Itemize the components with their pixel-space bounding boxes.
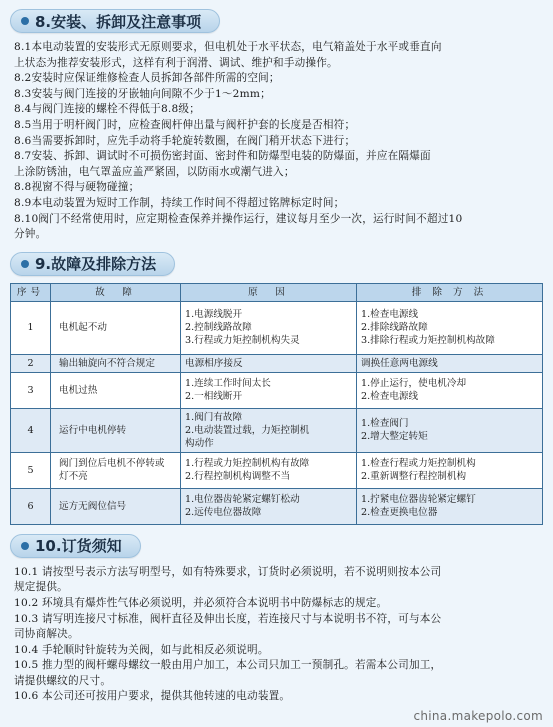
fix-line: 2.排除线路故障 bbox=[361, 322, 428, 334]
fault-line: 运行中电机停转 bbox=[59, 424, 127, 436]
cell-fault bbox=[51, 301, 181, 354]
fault-line: 阀门到位后电机不停转或 bbox=[59, 458, 165, 470]
text-line: 10.5 推力型的阀杆螺母螺纹一般由用户加工，本公司只加工一预制孔。若需本公司加工， bbox=[14, 659, 442, 672]
row-number: 1 bbox=[11, 301, 51, 354]
fault-table bbox=[10, 283, 543, 525]
table-row bbox=[11, 488, 543, 524]
row-number: 3 bbox=[11, 372, 51, 408]
section-10-title: 10.订货须知 bbox=[35, 537, 122, 556]
text-line: 上涂防锈油，电气罩盖应盖严紧固，以防雨水或潮气进入； bbox=[14, 165, 295, 178]
section-9-header bbox=[10, 249, 543, 279]
header-fault: 故 障 bbox=[51, 283, 181, 301]
cell-fault bbox=[51, 452, 181, 488]
cause-line: 2.行程控制机构调整不当 bbox=[185, 471, 291, 483]
section-9-title: 9.故障及排除方法 bbox=[35, 255, 157, 274]
table-row bbox=[11, 452, 543, 488]
cell-fix bbox=[357, 488, 543, 524]
cell-fault bbox=[51, 372, 181, 408]
fault-line: 电机起不动 bbox=[59, 322, 107, 334]
fix-line: 2.检查更换电位器 bbox=[361, 507, 438, 519]
header-cause: 原 因 bbox=[181, 283, 357, 301]
fault-line: 电机过热 bbox=[59, 384, 98, 396]
cause-line: 1.连续工作时间太长 bbox=[185, 378, 271, 390]
cause-line: 2.远传电位器故障 bbox=[185, 507, 262, 519]
fix-line: 1.停止运行，使电机冷却 bbox=[361, 378, 467, 390]
fault-table-header-row bbox=[11, 283, 543, 301]
fix-line: 1.检查电源线 bbox=[361, 309, 419, 321]
section-8-title-pill bbox=[10, 9, 220, 33]
fix-line: 3.排除行程或力矩控制机构故障 bbox=[361, 335, 495, 347]
cell-fix bbox=[357, 301, 543, 354]
table-row bbox=[11, 354, 543, 372]
text-line: 8.8视窗不得与硬物碰撞； bbox=[14, 181, 140, 194]
text-line: 10.2 环境具有爆炸性气体必须说明，并必须符合本说明书中防爆标志的规定。 bbox=[14, 596, 388, 609]
cell-fix bbox=[357, 452, 543, 488]
cause-line: 1.行程或力矩控制机构有故障 bbox=[185, 458, 310, 470]
cell-cause bbox=[181, 408, 357, 452]
header-fix: 排 除 方 法 bbox=[357, 283, 543, 301]
cause-line: 1.电位器齿轮紧定螺钉松动 bbox=[185, 494, 300, 506]
fix-line: 2.检查电源线 bbox=[361, 391, 419, 403]
cell-cause bbox=[181, 354, 357, 372]
cell-cause bbox=[181, 488, 357, 524]
text-line: 10.3 请写明连接尺寸标准，阀杆直径及伸出长度，若连接尺寸与本说明书不符，可与本公 bbox=[14, 612, 442, 625]
fault-line: 远方无阀位信号 bbox=[59, 500, 127, 512]
text-line: 8.3安装与阀门连接的牙嵌轴向间隙不少于1～2mm； bbox=[14, 87, 271, 100]
fault-table-body bbox=[11, 301, 543, 524]
cell-fault bbox=[51, 488, 181, 524]
row-number: 2 bbox=[11, 354, 51, 372]
section-8-header bbox=[10, 6, 543, 36]
cell-cause bbox=[181, 452, 357, 488]
fix-line: 2.重新调整行程控制机构 bbox=[361, 471, 467, 483]
text-line: 8.10阀门不经常使用时，应定期检查保养并操作运行，建议每月至少一次，运行时间不超过10 bbox=[14, 212, 463, 225]
fix-line: 2.增大整定转矩 bbox=[361, 431, 428, 443]
cell-cause bbox=[181, 301, 357, 354]
bullet-icon bbox=[21, 542, 29, 550]
section-10-body bbox=[10, 565, 543, 705]
fault-table-wrap bbox=[10, 283, 543, 525]
table-row bbox=[11, 301, 543, 354]
section-8-title: 8.安装、拆卸及注意事项 bbox=[35, 12, 202, 31]
text-line: 8.9本电动装置为短时工作制，持续工作时间不得超过铭牌标定时间； bbox=[14, 196, 345, 209]
fix-line: 1.检查阀门 bbox=[361, 418, 409, 430]
cause-line: 2.一相线断开 bbox=[185, 391, 243, 403]
bullet-icon bbox=[21, 260, 29, 268]
cause-line: 2.电动装置过载，力矩控制机 bbox=[185, 424, 310, 436]
cause-line: 3.行程或力矩控制机构失灵 bbox=[185, 335, 300, 347]
cell-fix bbox=[357, 354, 543, 372]
section-10-header bbox=[10, 531, 543, 561]
row-number: 5 bbox=[11, 452, 51, 488]
table-row bbox=[11, 408, 543, 452]
section-8-body bbox=[10, 40, 543, 243]
text-line: 8.4与阀门连接的螺栓不得低于8.8级； bbox=[14, 103, 201, 116]
cell-fix bbox=[357, 372, 543, 408]
text-line: 上状态为推荐安装形式，这样有利于润滑、调试、维护和手动操作。 bbox=[14, 56, 338, 69]
cause-line: 电源相序接反 bbox=[185, 357, 243, 369]
cell-fault bbox=[51, 408, 181, 452]
cell-fix bbox=[357, 408, 543, 452]
cause-line: 构动作 bbox=[185, 437, 214, 449]
cause-line: 2.控制线路故障 bbox=[185, 322, 252, 334]
text-line: 分钟。 bbox=[14, 228, 47, 241]
cause-line: 1.电源线脱开 bbox=[185, 309, 243, 321]
section-10-title-pill bbox=[10, 534, 141, 558]
fix-line: 调换任意两电源线 bbox=[361, 357, 438, 369]
cell-fault bbox=[51, 354, 181, 372]
text-line: 8.6当需要拆卸时，应先手动将手轮旋转数圈，在阀门稍开状态下进行； bbox=[14, 134, 356, 147]
cause-line: 1.阀门有故障 bbox=[185, 411, 243, 423]
fault-line: 灯不亮 bbox=[59, 471, 88, 483]
row-number: 6 bbox=[11, 488, 51, 524]
row-number: 4 bbox=[11, 408, 51, 452]
text-line: 10.1 请按型号表示方法写明型号，如有特殊要求，订货时必须说明，若不说明则按本公司 bbox=[14, 565, 442, 578]
text-line: 8.2安装时应保证维修检查人员拆卸各部件所需的空间； bbox=[14, 72, 280, 85]
table-row bbox=[11, 372, 543, 408]
text-line: 司协商解决。 bbox=[14, 628, 79, 641]
cell-cause bbox=[181, 372, 357, 408]
text-line: 8.7安装、拆卸、调试时不可损伤密封面、密封件和防爆型电装的防爆面，并应在隔爆面 bbox=[14, 150, 431, 163]
text-line: 10.6 本公司还可按用户要求，提供其他转速的电动装置。 bbox=[14, 690, 291, 703]
watermark-text: china.makepolo.com bbox=[413, 709, 543, 723]
header-num: 序号 bbox=[11, 283, 51, 301]
fix-line: 1.检查行程或力矩控制机构 bbox=[361, 458, 476, 470]
text-line: 规定提供。 bbox=[14, 581, 68, 594]
fix-line: 1.拧紧电位器齿轮紧定螺钉 bbox=[361, 494, 476, 506]
text-line: 10.4 手轮顺时针旋转为关阀，如与此相反必须说明。 bbox=[14, 643, 269, 656]
text-line: 8.1本电动装置的安装形式无原则要求，但电机处于水平状态，电气箱盖处于水平或垂直向 bbox=[14, 41, 442, 53]
section-9-title-pill bbox=[10, 252, 175, 276]
text-line: 请提供螺纹的尺寸。 bbox=[14, 674, 112, 687]
text-line: 8.5当用于明杆阀门时，应检查阀杆伸出量与阀杆护套的长度是否相符； bbox=[14, 118, 356, 131]
fault-line: 输出轴旋向不符合规定 bbox=[59, 357, 155, 369]
bullet-icon bbox=[21, 17, 29, 25]
